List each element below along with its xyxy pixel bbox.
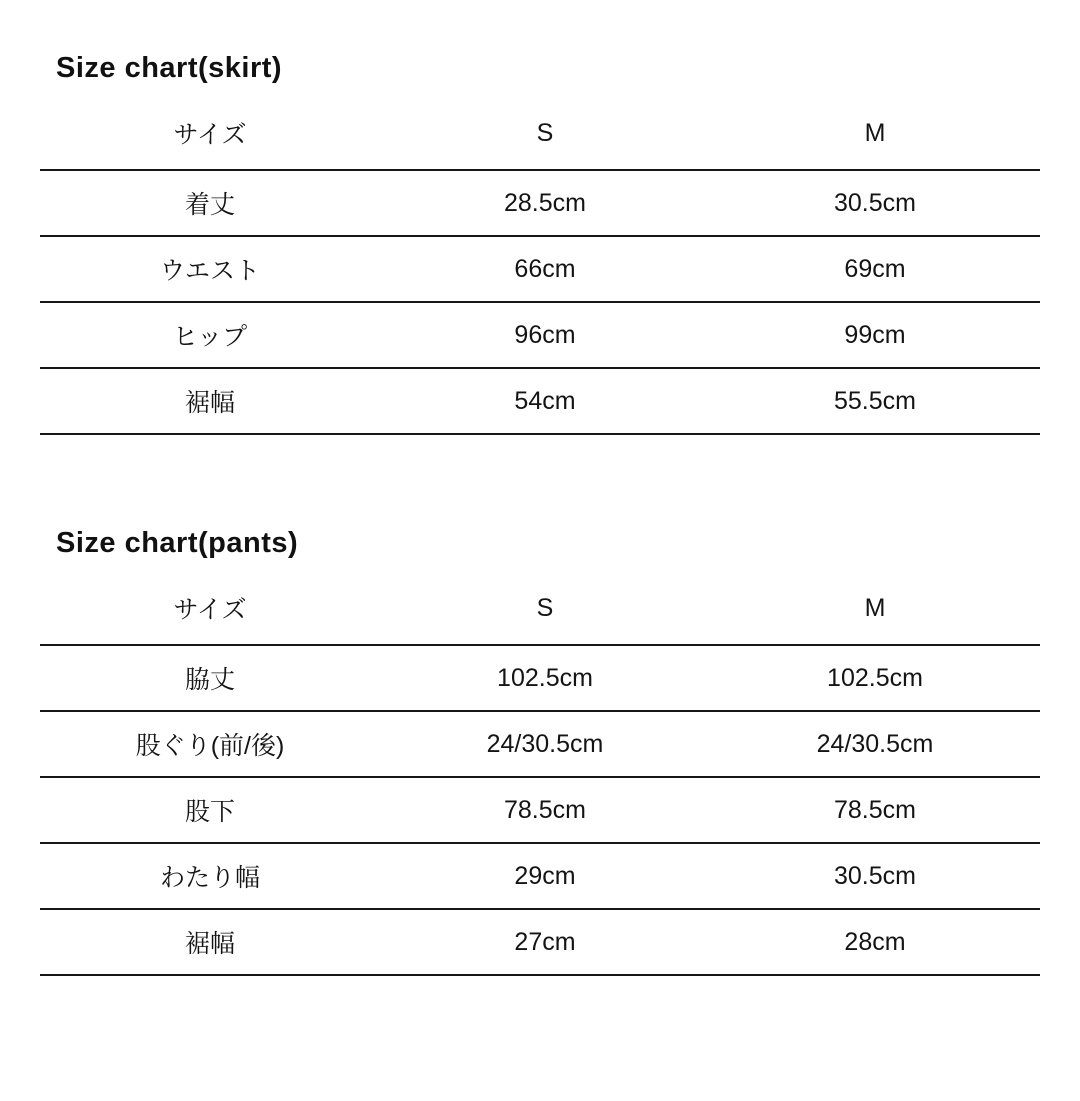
row-value-s: 54cm: [514, 386, 576, 415]
row-value-m: 99cm: [844, 320, 906, 349]
row-label: ウエスト: [159, 257, 260, 286]
row-value-m: 30.5cm: [834, 861, 916, 890]
skirt-table-header: [40, 109, 1040, 170]
table-header-row: [40, 109, 1040, 170]
pants-size-table: [40, 584, 1040, 976]
size-chart-page: [0, 24, 1080, 1101]
row-value-m: 78.5cm: [834, 795, 916, 824]
column-header-m: M: [864, 118, 886, 147]
table-row: [40, 777, 1040, 843]
row-value-s: 29cm: [514, 861, 576, 890]
table-row: [40, 909, 1040, 975]
row-label: ヒップ: [172, 323, 248, 352]
column-header-m: M: [864, 593, 886, 622]
row-value-m: 102.5cm: [827, 663, 923, 692]
table-row: [40, 236, 1040, 302]
row-value-s: 102.5cm: [497, 663, 593, 692]
table-row: [40, 645, 1040, 711]
row-label: 脇丈: [184, 666, 235, 695]
row-label: わたり幅: [159, 864, 260, 893]
skirt-section-title: Size chart(skirt): [56, 52, 283, 85]
row-value-s: 78.5cm: [504, 795, 586, 824]
size-chart-skirt-section: [40, 24, 1040, 435]
skirt-table-body: [40, 170, 1040, 434]
row-label: 股下: [184, 798, 235, 827]
pants-table-header: [40, 584, 1040, 645]
column-header-s: S: [536, 593, 554, 622]
table-row: [40, 170, 1040, 236]
row-value-m: 30.5cm: [834, 188, 916, 217]
row-value-m: 69cm: [844, 254, 906, 283]
table-row: [40, 302, 1040, 368]
row-value-s: 66cm: [514, 254, 576, 283]
column-header-size: サイズ: [173, 121, 247, 150]
pants-table-body: [40, 645, 1040, 975]
table-row: [40, 711, 1040, 777]
row-value-m: 28cm: [844, 927, 906, 956]
row-label: 裾幅: [184, 389, 235, 418]
row-value-s: 96cm: [514, 320, 576, 349]
row-value-m: 55.5cm: [834, 386, 916, 415]
row-value-m: 24/30.5cm: [816, 729, 934, 758]
row-label: 裾幅: [184, 930, 235, 959]
row-label: 股ぐり(前/後): [135, 732, 285, 761]
row-value-s: 27cm: [514, 927, 576, 956]
pants-section-title: Size chart(pants): [56, 527, 299, 560]
row-label: 着丈: [184, 191, 235, 220]
section-divider-space: [40, 435, 1040, 461]
row-value-s: 24/30.5cm: [486, 729, 604, 758]
column-header-size: サイズ: [173, 596, 247, 625]
skirt-size-table: [40, 109, 1040, 435]
column-header-s: S: [536, 118, 554, 147]
table-row: [40, 843, 1040, 909]
table-row: [40, 368, 1040, 434]
row-value-s: 28.5cm: [504, 188, 586, 217]
table-header-row: [40, 584, 1040, 645]
size-chart-pants-section: [40, 485, 1040, 976]
